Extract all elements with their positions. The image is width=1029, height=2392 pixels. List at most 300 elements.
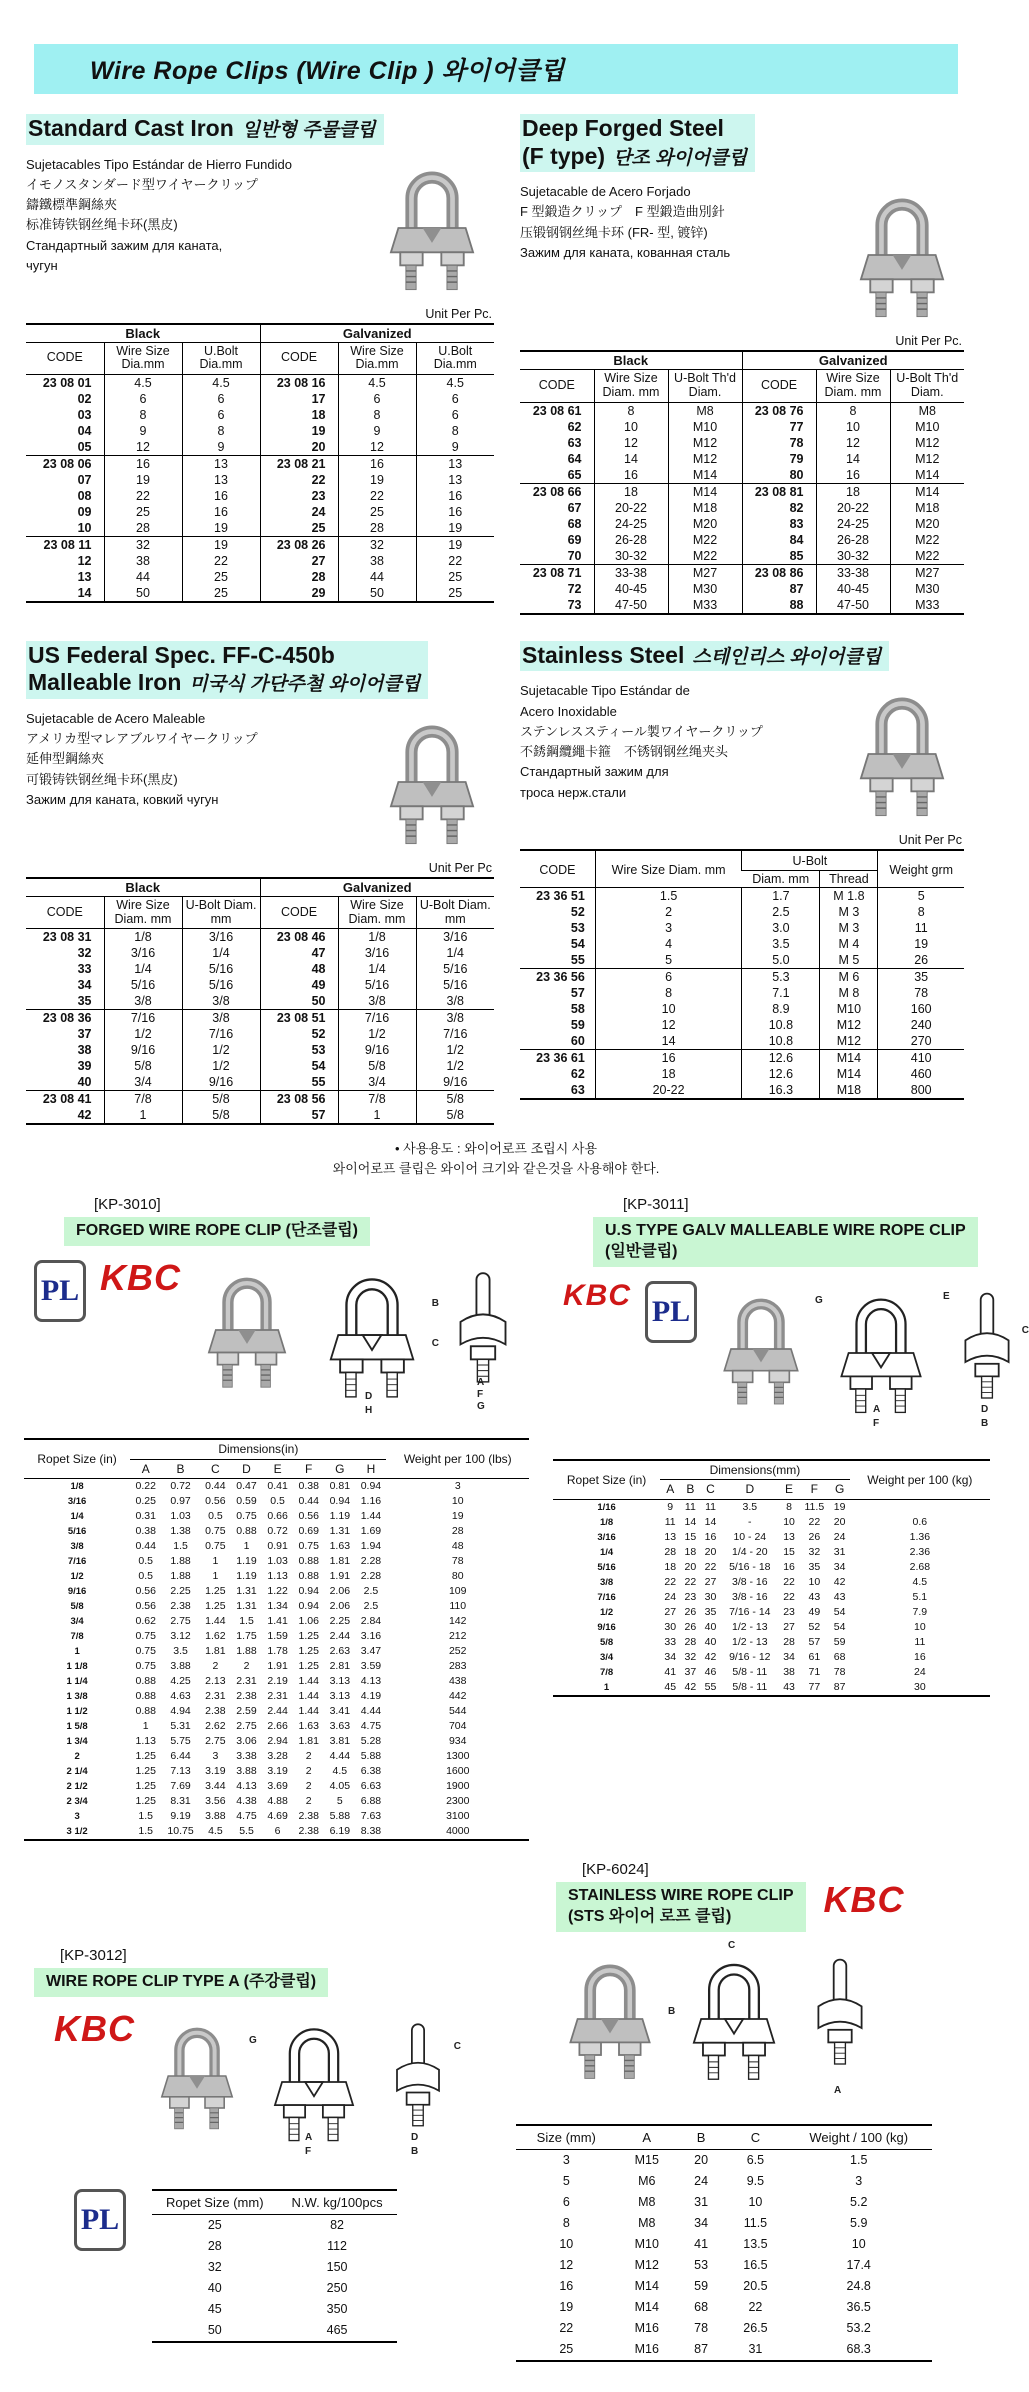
table-cell: 53 [570, 921, 585, 936]
table-cell: 7/16 [416, 1026, 494, 1042]
table-cell: 1/8 [70, 1480, 84, 1492]
table-row [152, 2236, 397, 2257]
table-cell: 71 [808, 1666, 821, 1679]
table-cell: 73 [567, 597, 582, 612]
table-cell: 19 [451, 1510, 464, 1523]
table-cell: 6 [182, 391, 260, 407]
table-cell: 1.25 [298, 1645, 319, 1658]
table-cell: 10 [77, 521, 92, 536]
desc-line: 不銹鋼纜繩卡箍 不锈钢钢丝绳夹头 [520, 744, 729, 760]
table-cell: 1.5 [595, 888, 742, 905]
table-cell: 9 [182, 439, 260, 456]
table-cell: 28 [104, 520, 182, 537]
table-cell: 9 [667, 1501, 674, 1514]
table-cell: 35 [878, 969, 964, 986]
table-row [516, 2149, 932, 2171]
table-cell: 10 - 24 [733, 1531, 767, 1544]
col-header: CODE [539, 862, 576, 877]
table-cell: M12 [668, 435, 742, 451]
usage-note [0, 1139, 992, 1178]
table-cell: 22 [783, 1591, 795, 1604]
table-cell: 10.75 [167, 1825, 194, 1838]
table-cell: 23 08 46 [260, 929, 338, 946]
table-cell: 16 [594, 467, 668, 484]
column-group-galvanized: Galvanized [742, 351, 964, 370]
table-cell: 54 [833, 1606, 846, 1619]
table-cell: 12 [595, 1017, 742, 1033]
table-row [520, 904, 964, 920]
unit-label: Unit Per Pc. [895, 334, 962, 349]
table-cell: 1/2 [70, 1570, 84, 1582]
dim-label: G [477, 1401, 485, 1413]
table-row [520, 564, 964, 581]
table-cell: 25 [260, 520, 338, 537]
col-header: Ropet Size (in) [37, 1451, 117, 1466]
table-cell: 19 [104, 472, 182, 488]
table-cell: 544 [448, 1705, 467, 1718]
table-cell: 1.88 [170, 1570, 191, 1583]
kp3012-artwork [54, 2007, 492, 2179]
table-cell: 7.13 [170, 1765, 191, 1778]
table-cell: 252 [448, 1645, 467, 1658]
col-header: U.Bolt Dia.mm [416, 342, 494, 375]
table-cell: 3.41 [329, 1705, 351, 1718]
table-cell: M12 [890, 435, 964, 451]
table-cell: 77 [742, 419, 816, 435]
dim-label: B [431, 1298, 439, 1310]
clip-photo [711, 1281, 811, 1417]
col-header: A [617, 2125, 677, 2150]
table-cell: 42 [704, 1651, 717, 1664]
table-row [26, 407, 494, 423]
table-cell: 1/4 [338, 961, 416, 977]
table-cell: 22 [338, 488, 416, 504]
table-cell: 5/8 [70, 1600, 84, 1612]
table-cell: 36.5 [846, 2300, 871, 2315]
table-cell: 2 3/4 [66, 1795, 88, 1807]
table-cell: 2 [74, 1750, 80, 1762]
table-cell: 2.44 [329, 1630, 351, 1643]
table-cell: 19 [878, 936, 964, 952]
table-cell: 3/8 - 16 [731, 1576, 768, 1589]
table-cell: 59 [694, 2279, 709, 2294]
col-header: CODE [26, 896, 104, 929]
table-cell: 25 [416, 585, 494, 602]
table-cell: 25 [207, 2218, 222, 2233]
dim-label: B [411, 2145, 419, 2157]
section-standard-cast-iron [26, 114, 494, 615]
table-cell: 04 [77, 424, 92, 439]
table-cell: 1.25 [135, 1795, 156, 1808]
table-row [26, 472, 494, 488]
stainless-table [520, 849, 964, 1100]
col-header: C [211, 1461, 220, 1476]
table-cell: 9/16 [416, 1074, 494, 1091]
table-row [26, 537, 494, 554]
table-cell: 350 [326, 2302, 348, 2317]
table-row [26, 993, 494, 1010]
table-cell: M 3 [820, 904, 878, 920]
table-cell: 14 [704, 1516, 717, 1529]
table-cell: 09 [77, 505, 92, 520]
table-cell: M8 [890, 402, 964, 419]
kp6024-table [516, 2124, 932, 2362]
table-cell: 8 [416, 423, 494, 439]
table-cell: 1 3/8 [66, 1690, 88, 1702]
table-cell: 0.88 [135, 1705, 156, 1718]
table-cell: 1/2 [104, 1026, 182, 1042]
table-cell: 47-50 [816, 597, 890, 614]
table-cell: M20 [890, 516, 964, 532]
table-cell: 0.56 [205, 1495, 226, 1508]
kbc-logo: KBC [54, 2007, 135, 2049]
table-cell: 1.7 [742, 888, 820, 905]
us-federal-table [26, 877, 494, 1126]
column-group-black: Black [26, 878, 260, 897]
table-cell: 5/16 [182, 977, 260, 993]
table-cell: 16 [182, 488, 260, 504]
kp3011-code-label: [KP-3011] [623, 1196, 689, 1214]
table-cell: 18 [595, 1066, 742, 1082]
table-cell: 16.5 [743, 2258, 768, 2273]
table-cell: 1 1/4 [66, 1675, 88, 1687]
table-row [520, 1066, 964, 1082]
table-cell: 1 5/8 [66, 1720, 88, 1732]
table-cell: 142 [448, 1615, 467, 1628]
table-cell: 7/8 [104, 1091, 182, 1108]
table-cell: 2.66 [267, 1720, 288, 1733]
table-cell: 7/16 [67, 1555, 87, 1567]
table-cell: M18 [820, 1082, 878, 1099]
table-row [24, 1659, 529, 1674]
table-row [553, 1680, 990, 1696]
table-cell: 704 [448, 1720, 467, 1733]
table-cell: 12 [104, 439, 182, 456]
table-cell: 5.31 [170, 1720, 191, 1733]
table-cell: 1.44 [298, 1675, 319, 1688]
kp6024-code-label: [KP-6024] [582, 1860, 649, 1878]
table-cell: M8 [638, 2216, 656, 2231]
table-cell: 03 [77, 408, 92, 423]
table-cell: 68.3 [846, 2342, 871, 2357]
table-cell: 87 [694, 2342, 709, 2357]
table-cell: 65 [567, 467, 582, 482]
table-cell: 3/16 [182, 929, 260, 946]
dim-label: A [873, 1403, 881, 1415]
table-cell: 0.47 [236, 1480, 257, 1493]
col-header: Wire Size Diam. mm [594, 370, 668, 403]
table-cell: 5/8 [338, 1058, 416, 1074]
table-cell: M 5 [820, 952, 878, 969]
table-cell: 6.19 [329, 1825, 351, 1838]
table-cell: 4.5 [912, 1576, 928, 1589]
table-cell: 22 [104, 488, 182, 504]
dim-label: B [981, 1417, 989, 1429]
table-cell: 50 [260, 993, 338, 1010]
table-cell: M33 [890, 597, 964, 614]
table-cell: 5/16 [67, 1525, 87, 1537]
table-cell: 84 [742, 532, 816, 548]
table-cell: 5/8 [182, 1107, 260, 1124]
table-cell: 23 08 11 [43, 538, 92, 553]
col-header: A [141, 1461, 150, 1476]
table-cell: 1/2 - 13 [731, 1621, 768, 1634]
table-cell: 1.62 [205, 1630, 226, 1643]
kp3011-table [553, 1459, 990, 1697]
table-cell: 0.81 [329, 1480, 351, 1493]
table-cell: 8.9 [742, 1001, 820, 1017]
clip-photo [376, 707, 494, 857]
table-row [24, 1824, 529, 1840]
table-cell: 110 [449, 1600, 467, 1613]
col-header: Diam. mm [752, 871, 810, 886]
table-cell: 2.38 [236, 1690, 257, 1703]
table-cell: 18 [594, 483, 668, 500]
table-cell: M27 [890, 564, 964, 581]
col-header: G [335, 1461, 345, 1476]
table-cell: 212 [448, 1630, 467, 1643]
table-row [26, 375, 494, 392]
table-row [520, 516, 964, 532]
table-cell: 3/4 [599, 1651, 614, 1663]
table-cell: 42 [77, 1108, 92, 1123]
table-cell: 24 [664, 1591, 677, 1604]
table-cell: 3.88 [236, 1765, 257, 1778]
table-cell: 53 [260, 1042, 338, 1058]
table-cell: M14 [890, 483, 964, 500]
table-cell: M 4 [820, 936, 878, 952]
table-cell: 13 [182, 456, 260, 473]
table-cell: 2 1/2 [66, 1780, 88, 1792]
dim-label: C [453, 2040, 461, 2052]
table-cell: 8 [182, 423, 260, 439]
table-cell: 28 [664, 1546, 677, 1559]
table-cell: 20 [704, 1546, 717, 1559]
table-cell: M8 [638, 2195, 656, 2210]
table-cell: 1.34 [267, 1600, 288, 1613]
table-cell: 3 [855, 2174, 863, 2189]
table-cell: 11 [878, 920, 964, 936]
table-cell: 1.16 [360, 1495, 382, 1508]
table-cell: - [748, 1516, 752, 1529]
table-cell: 30 [914, 1681, 926, 1694]
kbc-logo: KBC [823, 1878, 905, 1920]
table-cell: 10 [914, 1621, 926, 1634]
table-cell: 5/16 [338, 977, 416, 993]
table-cell: 13 [77, 570, 92, 585]
dim-label: C [728, 1939, 736, 1951]
table-cell: 2.62 [205, 1720, 226, 1733]
table-cell: 0.88 [135, 1690, 156, 1703]
table-cell: 16 [559, 2279, 574, 2294]
table-cell: M30 [890, 581, 964, 597]
table-cell: 82 [742, 500, 816, 516]
table-cell: 32 [207, 2260, 222, 2275]
table-cell: 5 [562, 2174, 570, 2189]
clip-front-drawing [249, 2011, 369, 2157]
section-title: Deep Forged Steel (F type) 단조 와이어클립 [520, 114, 964, 172]
table-cell: 5/8 - 11 [732, 1681, 768, 1694]
table-cell: 55 [704, 1681, 717, 1694]
table-cell: 5/8 [416, 1091, 494, 1108]
col-header: CODE [742, 370, 816, 403]
table-row [520, 467, 964, 484]
clip-front-drawing [313, 1260, 439, 1417]
table-row [26, 439, 494, 456]
col-header: Weight per 100 (kg) [867, 1472, 973, 1487]
table-cell: M14 [890, 467, 964, 484]
table-cell: 7/16 [338, 1010, 416, 1027]
table-cell: 23 36 51 [536, 889, 585, 904]
table-cell: 4.63 [170, 1690, 191, 1703]
table-cell: 15 [783, 1546, 795, 1559]
table-cell: 45 [207, 2302, 222, 2317]
table-cell: 1.88 [170, 1555, 191, 1568]
table-cell: 11.5 [743, 2216, 768, 2231]
dim-label: F [873, 1417, 880, 1429]
table-cell: 1.31 [236, 1585, 257, 1598]
table-cell: 3/4 [338, 1074, 416, 1091]
table-cell: 11 [705, 1501, 716, 1514]
table-row [152, 2257, 397, 2278]
table-cell: 5/16 [597, 1561, 616, 1573]
table-cell: 7.1 [742, 985, 820, 1001]
table-row [24, 1554, 529, 1569]
table-row [24, 1629, 529, 1644]
table-cell: 1.88 [236, 1645, 257, 1658]
table-row [24, 1704, 529, 1719]
table-cell: 52 [260, 1026, 338, 1042]
table-row [24, 1614, 529, 1629]
table-cell: 1.91 [329, 1570, 351, 1583]
table-cell: 24 [914, 1666, 926, 1679]
table-row [520, 581, 964, 597]
table-cell: 20 [260, 439, 338, 456]
table-row [516, 2192, 932, 2213]
table-cell: 1.25 [135, 1765, 156, 1778]
dim-label: G [815, 1294, 823, 1306]
table-cell: 5/8 [182, 1091, 260, 1108]
desc-line: アメリカ型マレアブルワイヤークリップ [26, 731, 258, 747]
section-title: US Federal Spec. FF-C-450b Malleable Iron 미국식 가단주철 와이어클립 [26, 641, 494, 699]
table-cell: 1.59 [267, 1630, 288, 1643]
table-cell: 1 [142, 1720, 149, 1733]
table-cell: 18 [664, 1561, 677, 1574]
table-cell: 16 [338, 456, 416, 473]
dim-label: G [249, 2034, 257, 2046]
table-cell: 5/16 [416, 977, 494, 993]
table-cell: 16.3 [742, 1082, 820, 1099]
table-cell: 22 [664, 1576, 677, 1589]
table-cell: M 3 [820, 920, 878, 936]
col-header: F [305, 1461, 313, 1476]
table-cell: 4.69 [267, 1810, 288, 1823]
table-cell: 78 [694, 2321, 709, 2336]
table-cell: 1 [603, 1681, 610, 1693]
table-cell: 47 [260, 945, 338, 961]
table-cell: M12 [890, 451, 964, 467]
table-row [26, 456, 494, 473]
table-cell: 33-38 [594, 564, 668, 581]
page-title: Wire Rope Clips (Wire Clip ) 와이어클립 [90, 57, 565, 85]
table-cell: 12.6 [742, 1050, 820, 1067]
desc-line: Зажим для каната, ковкий чугун [26, 791, 219, 807]
table-cell: 9/16 [104, 1042, 182, 1058]
table-cell: 39 [77, 1059, 92, 1074]
table-cell: 38 [104, 553, 182, 569]
table-cell: 70 [567, 548, 582, 563]
table-cell: 4.94 [170, 1705, 191, 1718]
table-row [152, 2214, 397, 2236]
table-row [24, 1794, 529, 1809]
table-cell: 13 [416, 456, 494, 473]
table-row [26, 1074, 494, 1091]
dim-label: F [305, 2145, 312, 2157]
table-cell: 53 [694, 2258, 709, 2273]
table-row [520, 419, 964, 435]
table-cell: M8 [668, 402, 742, 419]
table-cell: 7/16 - 14 [729, 1606, 771, 1619]
table-cell: 2 [243, 1660, 250, 1673]
table-cell: 1.5 [239, 1615, 254, 1628]
table-cell: 23 08 01 [42, 376, 92, 391]
table-cell: 16 [416, 488, 494, 504]
table-cell: 5.75 [170, 1735, 191, 1748]
table-cell: 3.59 [360, 1660, 382, 1673]
table-cell: 43 [833, 1591, 846, 1604]
table-row-group [26, 537, 494, 603]
table-cell: 4.5 [416, 375, 494, 392]
table-cell: 1.25 [298, 1630, 319, 1643]
table-row-group [26, 1010, 494, 1091]
table-cell: 40-45 [816, 581, 890, 597]
table-cell: 1.5 [850, 2153, 868, 2168]
table-row [516, 2171, 932, 2192]
desc-line: Стандартный зажим для каната, [26, 237, 223, 253]
table-row [553, 1635, 990, 1650]
section-descriptions [26, 707, 370, 812]
table-cell: 30 [704, 1591, 717, 1604]
col-header: Size (mm) [516, 2125, 617, 2150]
table-cell: 11 [914, 1636, 926, 1649]
col-header: C [725, 2125, 785, 2150]
table-cell: 23 08 31 [42, 930, 92, 945]
table-cell: M22 [668, 532, 742, 548]
kp3011-artwork [563, 1278, 1029, 1449]
desc-line: Зажим для каната, кованная сталь [520, 244, 731, 260]
table-cell: 1/2 [416, 1042, 494, 1058]
table-row [26, 1026, 494, 1042]
table-cell: 2.28 [360, 1570, 382, 1583]
cast-iron-table [26, 323, 494, 604]
desc-line: 鑄鐵標準鋼絲夾 [26, 197, 118, 213]
table-cell: 10 [594, 419, 668, 435]
table-row [24, 1539, 529, 1554]
table-cell: M10 [668, 419, 742, 435]
clip-front-drawing [815, 1281, 937, 1429]
table-cell: 4.44 [329, 1750, 351, 1763]
table-cell: 55 [260, 1074, 338, 1091]
table-row [516, 2276, 932, 2297]
table-cell: 1.03 [267, 1555, 288, 1568]
table-cell: 68 [567, 516, 582, 531]
table-cell: 5/16 [182, 961, 260, 977]
table-cell: 3.16 [360, 1630, 382, 1643]
table-cell: 5/16 [416, 961, 494, 977]
table-cell: 2 [595, 904, 742, 920]
table-cell: 3/8 [599, 1576, 614, 1588]
table-cell: 0.94 [298, 1600, 319, 1613]
